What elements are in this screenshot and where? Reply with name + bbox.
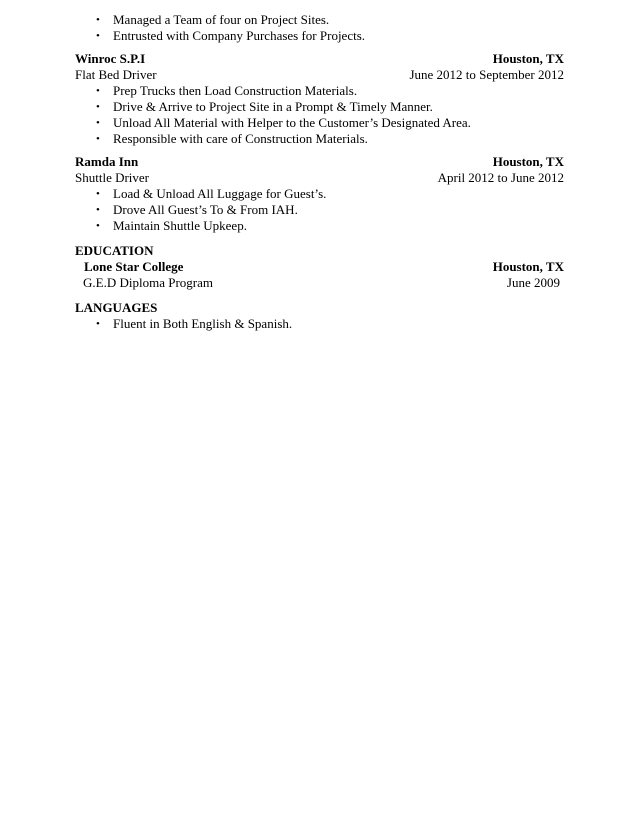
list-item: • Drive & Arrive to Project Site in a Prompt & Timely Manner. [96, 99, 433, 114]
school-name: Lone Star College [84, 259, 184, 274]
list-item: • Fluent in Both English & Spanish. [96, 316, 293, 331]
bullet-icon: • [96, 220, 100, 232]
resume-page [75, 12, 564, 332]
bullet-icon: • [96, 188, 100, 200]
list-item: • Maintain Shuttle Upkeep. [96, 218, 247, 233]
education-subheader [75, 275, 564, 291]
job-title: Flat Bed Driver [75, 67, 157, 82]
list-item: • Load & Unload All Luggage for Guest’s. [96, 186, 327, 201]
bullet-icon: • [96, 133, 100, 145]
bullet-icon: • [96, 30, 100, 42]
section-heading: LANGUAGES [75, 300, 158, 315]
bullet-icon: • [96, 318, 100, 330]
program-name: G.E.D Diploma Program [83, 275, 213, 290]
bullet-icon: • [96, 204, 100, 216]
previous-job-bullets [75, 12, 564, 44]
job-header [75, 154, 564, 170]
job-location: Houston, TX [492, 154, 564, 169]
job-subheader [75, 170, 564, 186]
bullet-icon: • [96, 14, 100, 26]
bullet-icon: • [96, 117, 100, 129]
job-dates: April 2012 to June 2012 [437, 170, 564, 185]
job-dates: June 2012 to September 2012 [409, 67, 564, 82]
job-location: Houston, TX [492, 51, 564, 66]
company-name: Ramda Inn [75, 154, 139, 169]
school-location: Houston, TX [492, 259, 564, 274]
bullet-icon: • [96, 85, 100, 97]
company-name: Winroc S.P.I [75, 51, 146, 66]
job-title: Shuttle Driver [75, 170, 150, 185]
list-item: • Entrusted with Company Purchases for Projects. [96, 28, 366, 43]
job-bullets [75, 83, 564, 147]
list-item: • Prep Trucks then Load Construction Materials. [96, 83, 358, 98]
list-item: • Drove All Guest’s To & From IAH. [96, 202, 298, 217]
job-ramda-inn [75, 154, 564, 234]
education-section [75, 243, 564, 291]
education-header [75, 259, 564, 275]
job-header [75, 51, 564, 67]
bullet-icon: • [96, 101, 100, 113]
language-bullets [75, 316, 564, 332]
job-bullets [75, 186, 564, 234]
languages-section [75, 300, 564, 332]
section-heading: EDUCATION [75, 243, 154, 258]
program-date: June 2009 [506, 275, 560, 290]
list-item: • Responsible with care of Construction Materials. [96, 131, 368, 146]
list-item: • Unload All Material with Helper to the Customer’s Designated Area. [96, 115, 471, 130]
list-item: • Managed a Team of four on Project Sites. [96, 12, 330, 27]
job-winroc [75, 51, 564, 147]
job-subheader [75, 67, 564, 83]
